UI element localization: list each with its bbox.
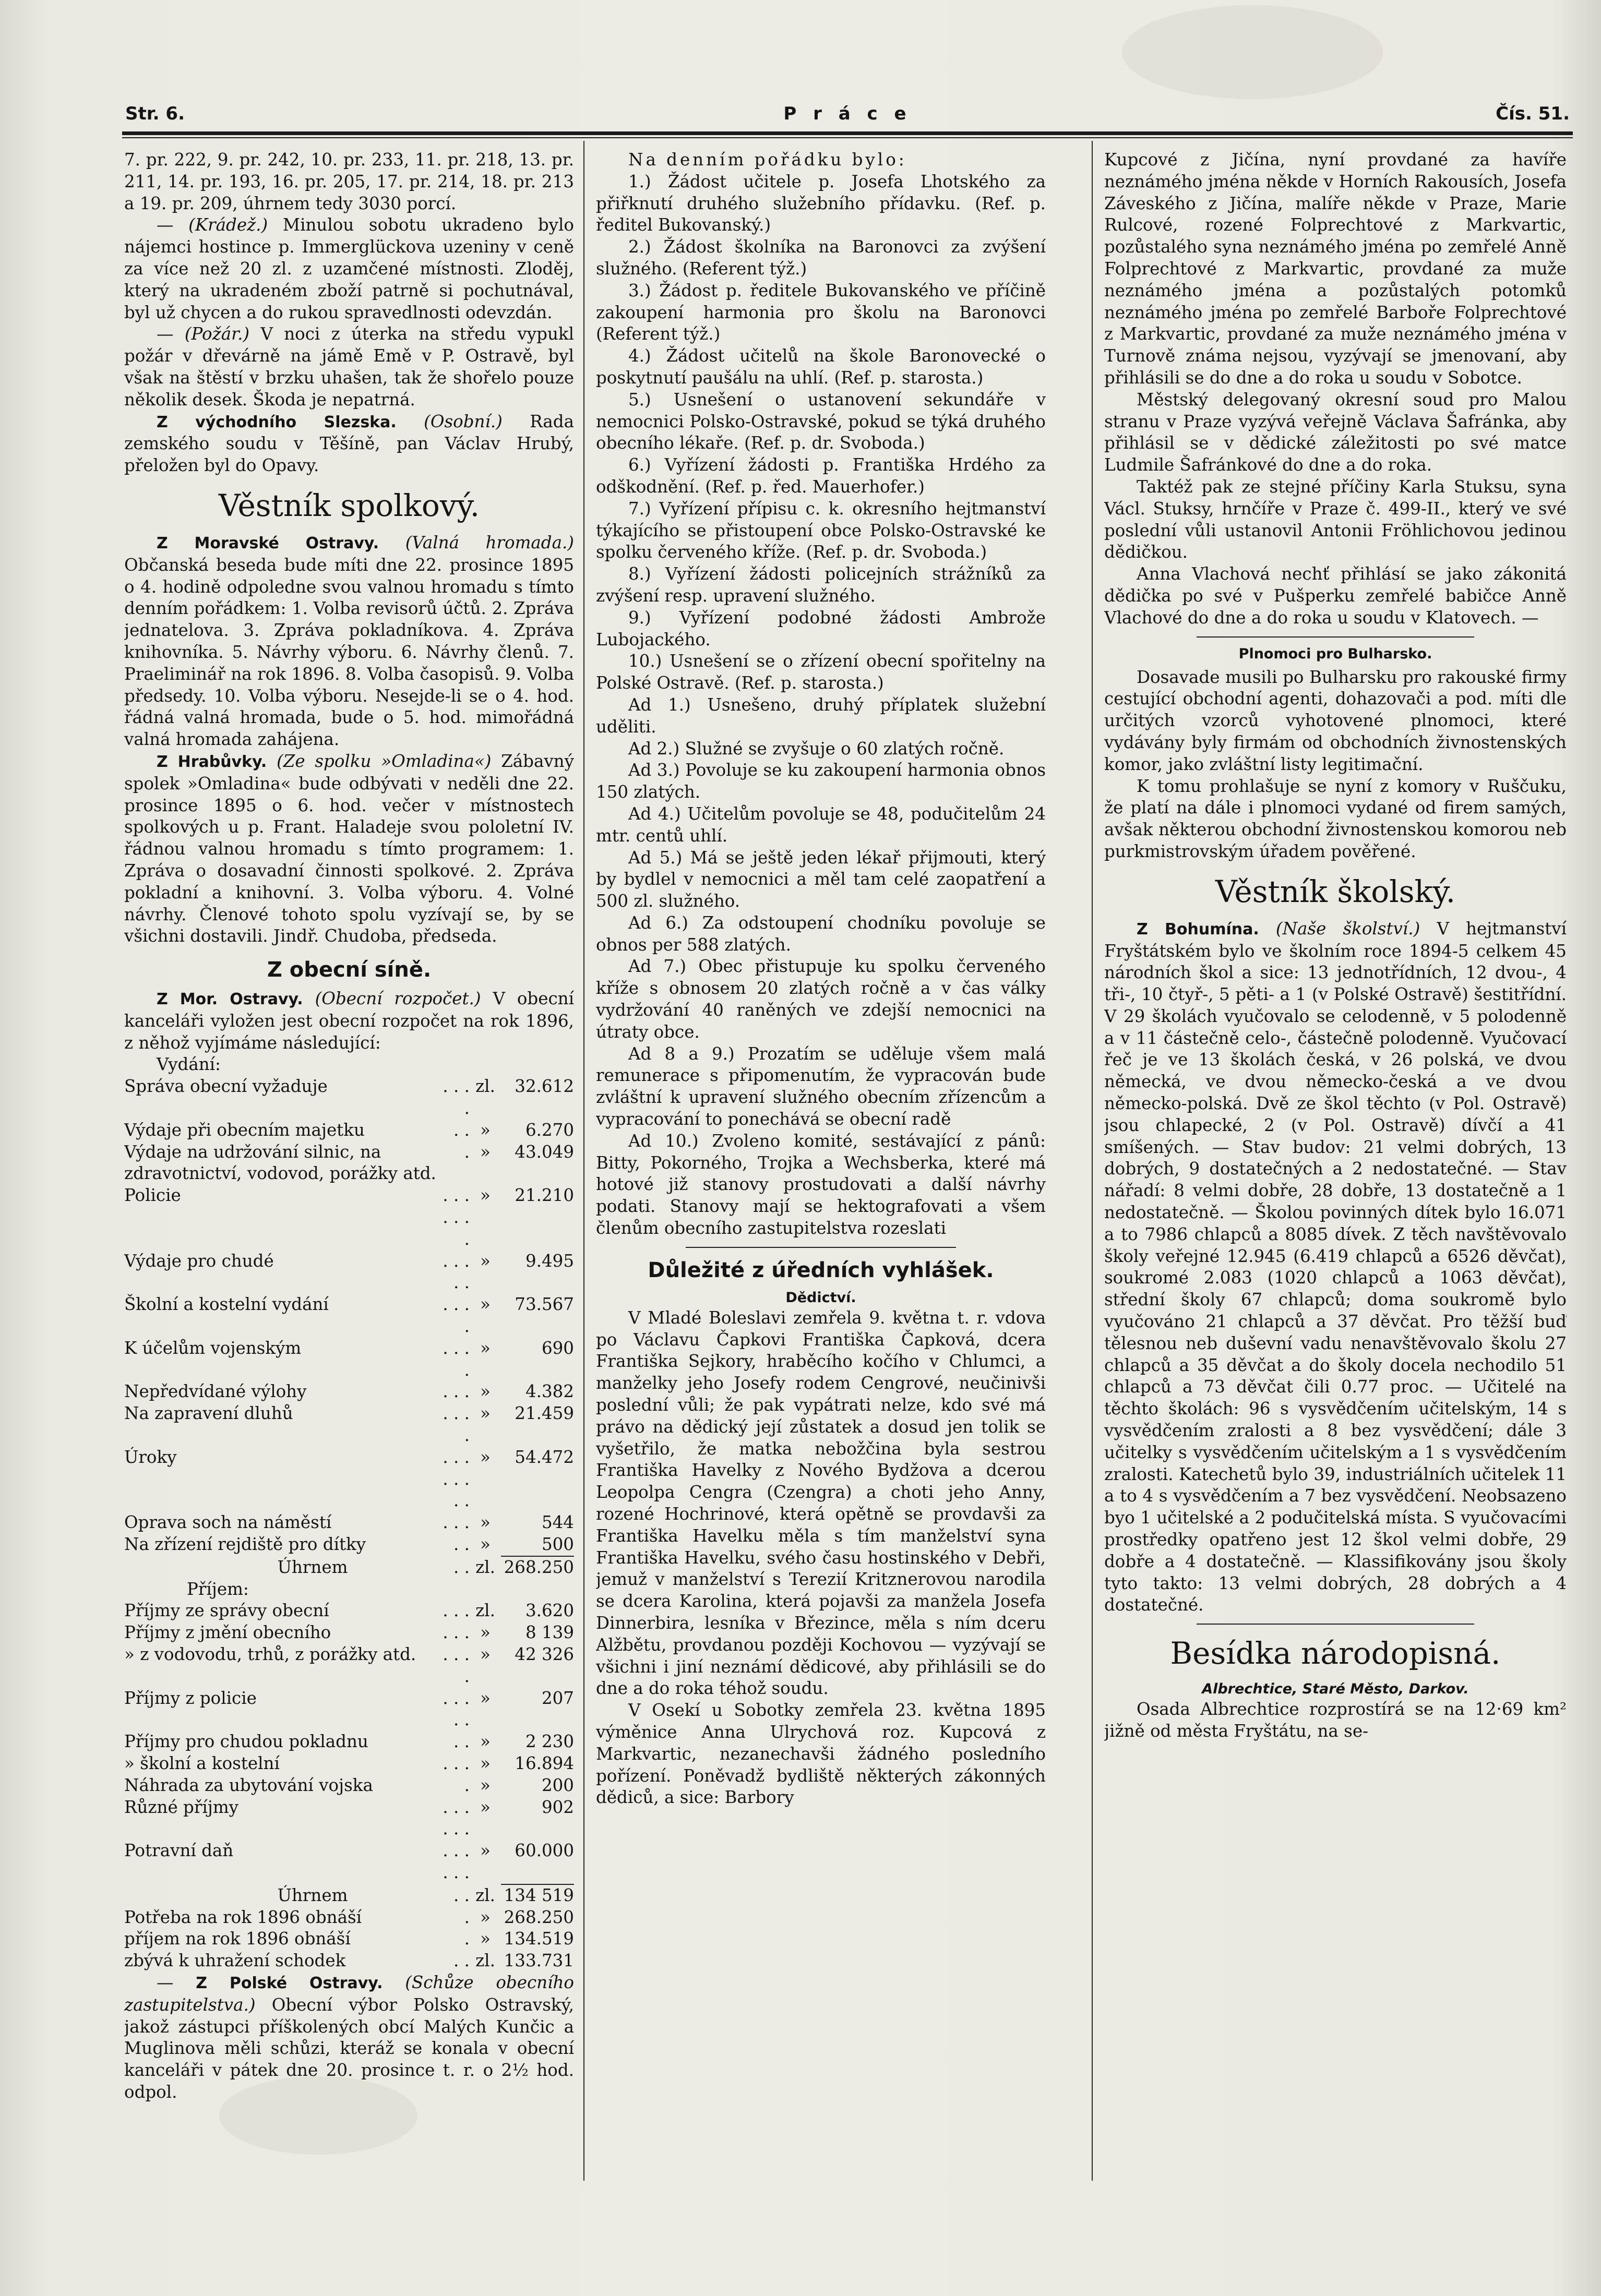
income-row — [124, 1600, 574, 1622]
expense-row — [124, 1381, 574, 1403]
item-value: 200 — [541, 1775, 574, 1795]
article-fire: — (Požár.) V noci z úterka na středu vypukl požár v dřevárně na jámě Emě v P. Ostravě, byl však na štěstí v brzku uhašen, tak že shořelo pouze několik desek. Škoda je nepatrná. — [124, 324, 574, 410]
dots: . . . . — [443, 1338, 470, 1380]
item-value: 8 139 — [525, 1622, 574, 1643]
article-text: Rada zemského soudu v Těšíně, pan Václav Hrubý, přeložen byl do Opavy. — [124, 411, 574, 476]
section-title-vyhlasky: Důležité z úředních vyhlášek. — [648, 1258, 994, 1282]
article-hrabuvka — [124, 751, 574, 947]
item-label: Náhrada za ubytování vojska — [124, 1775, 373, 1795]
page-number: Str. 6. — [125, 103, 185, 124]
inheritance-notice: V Osekí u Sobotky zemřela 23. května 1895 výměnice Anna Ulrychová roz. Kupcová z Markvartic, nezanechavši žádného posledního pořízení. Poněvadž bydliště některých zákonných dědiců, a sice: Barbory — [596, 1700, 1046, 1808]
dots: . . . . — [443, 1294, 470, 1337]
article-budget — [124, 988, 574, 1054]
dots: . — [464, 1907, 470, 1927]
budget-income — [124, 1600, 574, 1883]
currency: zl. — [475, 1076, 495, 1097]
dots: . . . . . . . . — [443, 1447, 470, 1511]
item-label: Výdaje na udržování silnic, na zdravotnictví, vodovod, porážky atd. — [124, 1141, 436, 1184]
total-value: 134 519 — [504, 1885, 574, 1905]
currency: » — [480, 1688, 491, 1708]
article-heading: Z Bohumína. — [1137, 920, 1259, 939]
dots: . . — [453, 1534, 470, 1555]
summary-row — [124, 1950, 574, 1972]
currency: zl. — [475, 1601, 495, 1621]
item-value: 16.894 — [515, 1753, 574, 1773]
article-tag: (Valná hromada.) — [405, 532, 574, 552]
item-value: 544 — [541, 1512, 574, 1533]
dots: . . . — [443, 1753, 470, 1773]
expense-row — [124, 1076, 574, 1120]
currency: » — [480, 1797, 491, 1817]
article-tag: (Schůze obecního zastupitelstva.) — [124, 1972, 574, 2015]
resolution-item: Ad 10.) Zvoleno komité, sestávající z pánů: Bitty, Pokorného, Trojka a Wechsberka, které má hotové již stanovy prostudovati a další návrhy podati. Stanovy mají se hektografovati a všem členům obecního zastupitelstva rozeslati — [596, 1131, 1046, 1239]
item-value: 60.000 — [515, 1841, 574, 1861]
article-text: Obecní výbor Polsko Ostravský, jakož zástupci příškolených obcí Malých Kunčic a Muglinova měli schůzi, kteráž se konala v obecní kanceláři v pátek dne 20. prosince t. r. o 2½ hod. odpol. — [124, 1994, 574, 2102]
item-value: 42 326 — [515, 1644, 574, 1664]
dots: . . . . — [443, 1644, 470, 1686]
subsection-title: Plnomoci pro Bulharsko. — [1238, 645, 1432, 662]
article-text: V noci z úterka na středu vypukl požár v dřevárně na jámě Emě v P. Ostravě, byl však na štěstí v brzku uhašen, tak že shořelo pouze několik desek. Škoda je nepatrná. — [124, 324, 574, 410]
section-title-obecni: Z obecní síně. — [267, 958, 432, 982]
column-1 — [124, 149, 574, 2184]
expense-row — [124, 1534, 574, 1556]
article-tag: (Ze spolku »Omladina«) — [277, 751, 492, 771]
article-heading: Z Hrabůvky. — [157, 752, 267, 771]
item-label: Na zřízení rejdiště pro dítky — [124, 1534, 366, 1555]
currency: » — [480, 1929, 491, 1949]
currency: » — [480, 1381, 491, 1402]
total-label: Úhrnem — [277, 1557, 348, 1577]
total-value: 268.250 — [504, 1557, 574, 1577]
dots: . . . . . . . — [443, 1185, 470, 1249]
subsection-title: Dědictví. — [785, 1289, 856, 1306]
resolution-item: Ad 1.) Usnešeno, druhý příplatek služební uděliti. — [596, 694, 1046, 737]
dots: . . — [453, 1732, 470, 1752]
column-3 — [1104, 149, 1567, 2184]
article-tag: (Požár.) — [184, 324, 250, 344]
item-label: Nepředvídané výlohy — [124, 1381, 307, 1402]
currency: » — [480, 1753, 491, 1773]
subsection-title: Albrechtice, Staré Město, Darkov. — [1202, 1681, 1469, 1698]
currency: » — [480, 1294, 491, 1315]
budget-total-row — [124, 1885, 574, 1907]
inheritance-notice: Anna Vlachová nechť přihlásí se jako zákonitá dědička po své v Pušperku zemřelé babičce Anně Vlachové do dne a do roka u soudu v Klatovech. — — [1104, 564, 1567, 628]
header-rule-thick — [122, 131, 1573, 135]
item-label: Příjmy pro chudou pokladnu — [124, 1732, 368, 1752]
continued-text: Kupcové z Jičína, nyní provdané za havíře neznámého jména někde v Horních Rakousích, Josefa Záveského z Jičína, malíře někde v Praze, Marie Rulcové, rozené Folprechtové z Markvartic, pozůstalého syna neznámého jména po zemřelé Anně Folprechtové z Markvartic, provdané za muže neznámého jména a pozůstalých potomků neznámého jména po zemřelé Barboře Folprechtové z Markvartic, provdané za muže neznámého jména v Turnově známa nejsou, vyzývají se jmenovaní, aby přihlásili se do dne a do roka u soudu v Sobotce. — [1104, 150, 1567, 388]
item-label: Potravní daň — [124, 1841, 234, 1861]
item-value: 207 — [541, 1688, 574, 1708]
income-row — [124, 1688, 574, 1732]
expense-row — [124, 1120, 574, 1141]
article-tag: (Osobní.) — [424, 411, 503, 431]
agenda-item: 10.) Usnešení se o zřízení obecní spořitelny na Polské Ostravě. (Ref. p. starosta.) — [596, 651, 1046, 693]
article-heading: Z Mor. Ostravy. — [157, 990, 303, 1009]
agenda-item: 2.) Žádost školníka na Baronovci za zvýšení služného. (Referent týž.) — [596, 237, 1046, 279]
item-value: 690 — [541, 1338, 574, 1358]
item-label: Příjmy ze správy obecní — [124, 1601, 329, 1621]
agenda-item: 7.) Vyřízení přípisu c. k. okresního hejtmanství týkajícího se přistoupení obce Polsko-Ostravské ke spolku červeného kříže. (Ref. p. dr. Svoboda.) — [596, 498, 1046, 562]
item-value: 21.210 — [515, 1185, 574, 1206]
article-text: Osada Albrechtice rozprostírá se na 12·69 km² jižně od města Fryštátu, na se- — [1104, 1699, 1567, 1741]
header-rule-thin — [122, 137, 1573, 138]
expense-row — [124, 1447, 574, 1512]
currency: » — [480, 1251, 491, 1271]
expense-row — [124, 1512, 574, 1534]
currency: » — [480, 1841, 491, 1861]
inheritance-notice: V Mladé Boleslavi zemřela 9. května t. r. vdova po Václavu Čapkovi Františka Čapková, dcera Františka Sejkory, hraběcího kočího v Chlumci, a manželky jeho Josefy rodem Cengrové, neučinivši poslední vůli; že pak vypátrati nelze, kdo své má právo na dědický její zůstatek a dosud jen tolik se vyšetřilo, že matka nebožčina byla sestrou Františka Havelky z Nového Bydžova a dcerou Leopolpa Cengra (Czengra) a choti jeho Anny, rozené Hochrinové, která opětně se provdavši za Františka Havelku měla s tím manželství syna Františka Havelku, svého času hostinského v Debři, jemuž v manželství s Terezií Kritznerovou narodila se dcera Karolina, která pojavši za manžela Josefa Dinnerbira, lesníka v Březince, měla s ním dceru Alžbětu, provdanou později Kochovou — vyzývají se všichni i jiní neznámí dědicové, aby přihlásili se do dne a do roka téhož soudu. — [596, 1307, 1046, 1699]
income-row — [124, 1840, 574, 1884]
article-heading: Z Polské Ostravy. — [196, 1974, 383, 1992]
currency: » — [480, 1644, 491, 1664]
currency: » — [480, 1512, 491, 1533]
budget-expenses — [124, 1076, 574, 1556]
agenda-item: 1.) Žádost učitele p. Josefa Lhotského za přiřknutí druhého služebního přídavku. (Ref. p. ředitel Bukovanský.) — [596, 171, 1046, 235]
agenda-items — [596, 171, 1046, 694]
total-label: Úhrnem — [277, 1885, 348, 1905]
currency: » — [480, 1732, 491, 1752]
agenda-item: 4.) Žádost učitelů na škole Baronovecké o poskytnutí paušálu na uhlí. (Ref. p. starosta.) — [596, 346, 1046, 388]
dots: . — [464, 1929, 470, 1949]
expense-row — [124, 1251, 574, 1294]
agenda-title: Na denním pořádku bylo: — [628, 150, 907, 170]
article-tag: (Krádež.) — [188, 215, 268, 235]
item-label: Potřeba na rok 1896 obnáší — [124, 1907, 362, 1927]
item-value: 73.567 — [515, 1294, 574, 1315]
expense-row — [124, 1185, 574, 1250]
currency: » — [480, 1534, 491, 1555]
income-row — [124, 1731, 574, 1753]
page-header — [125, 103, 1570, 126]
agenda-item: 9.) Vyřízení podobné žádosti Ambrože Lubojackého. — [596, 607, 1046, 650]
income-row — [124, 1622, 574, 1644]
expense-row — [124, 1338, 574, 1381]
article-tag: (Obecní rozpočet.) — [315, 989, 481, 1009]
article-text: V obecní kanceláři vyložen jest obecní rozpočet na rok 1896, z něhož vyjímáme následující: — [124, 989, 574, 1053]
article-text: K tomu prohlašuje se nyní z komory v Ruščuku, že platí na dále i plnomoci vydané od firem samých, avšak některou obchodní živnostenskou komorou neb purkmistrovským úřadem pověřené. — [1104, 776, 1567, 861]
resolution-item: Ad 5.) Má se ještě jeden lékař přijmouti, který by bydlel v nemocnici a měl tam celé zaopatření a 500 zl. služného. — [596, 847, 1046, 911]
expense-row — [124, 1141, 574, 1185]
resolution-item: Ad 8 a 9.) Prozatím se uděluje všem malá remunerace s připomenutím, že vypracován bude zvláštní k upravení služného obecním zřízencům a vypracování to ponechává se obecní radě — [596, 1043, 1046, 1129]
dots: . . . . . . — [443, 1797, 470, 1839]
item-label: Správa obecní vyžaduje — [124, 1076, 328, 1097]
dots: . . — [453, 1885, 470, 1905]
budget-summary — [124, 1907, 574, 1972]
item-label: Školní a kostelní vydání — [124, 1294, 329, 1315]
article-silesia — [124, 411, 574, 477]
item-value: 6.270 — [525, 1120, 574, 1140]
income-row — [124, 1644, 574, 1688]
agenda-resolutions — [596, 694, 1046, 1240]
dots: . . . . . — [443, 1251, 470, 1293]
article-text: V hejtmanství Fryštátském bylo ve školním roce 1894-5 celkem 45 národních škol a sice: 13 jednotřídních, 12 dvou-, 4 tři-, 10 čtyř-, 5 pěti- a 1 (v Polské Ostravě) šestitřídní. V 29 školách vyučovalo se celodenně, v 5 polodenně a v 11 částečně celo-, částečně polodenně. Vyučovací řeč je ve 13 školách česká, v 26 polská, ve dvou německá, ve dvou německo-česká a ve dvou německo-polská. Dvě ze škol těchto (v Pol. Ostravě) jsou chlapecké, 2 (v Pol. Ostravě) dívčí a 41 smíšených. — Stav budov: 21 velmi dobrých, 13 dobrých, 9 dostatečných a 2 nedostatečné. — Stav nářadí: 8 velmi dobře, 28 dobře, 13 dostatečně a 1 nedostatečně. — Školou povinných dítek bylo 16.071 a to 7986 chlapců a 8085 dívek. Z těch navštěvovalo školy veřejné 12.945 (6.419 chlapců a 6526 děvčat), soukromé 2.083 (1020 chlapců a 1063 děvčat), střední školy 67 chlapců; doma soukromě bylo vyučováno 21 chlapců a 37 děvčat. Pro těžší buď tělesnou neb duševní vadu nenavštěvovalo školu 27 chlapců a 35 děvčat a do školy docela nechodilo 51 chlapců a 73 děvčat čili 0.77 proc. — Učitelé na těchto školách: 96 s vysvědčením učitelským, 14 s vysvědčením zralosti a 8 bez vysvědčení; dále 3 učitelky s vysvědčením učitelským a 1 s vysvědčením zralosti. Katechetů bylo 39, industriálních učitelek 11 a to 4 s vysvědčením a 7 bez vysvědčení. Neobsazeno byo 1 učitelské a 2 podučitelská místa. S vyučovacími prostředky opatřeno jest 12 škol velmi dobře, 29 dobře a 4 dostatečně. — Klassifikovány jsou školy tyto takto: 13 velmi dobrých, 28 dobrých a 4 dostatečné. — [1104, 918, 1567, 1615]
article-text: Dosavade musili po Bulharsku pro rakouské firmy cestující obchodní agenti, dohazovači a pod. míti dle určitých vzorců vyhotovené plnomoci, které vydávány byly firmám od obchodních živnostenských komor, jako zvláštní listy legitimační. — [1104, 667, 1567, 774]
expense-row — [124, 1294, 574, 1338]
dots: . . . — [443, 1622, 470, 1643]
dots: . . . . — [443, 1076, 470, 1119]
item-value: 134.519 — [504, 1929, 574, 1949]
agenda-item: 6.) Vyřízení žádosti p. Františka Hrdého za odškodnění. (Ref. p. řed. Mauerhofer.) — [596, 455, 1046, 497]
article-moravska — [124, 532, 574, 751]
dots: . . — [453, 1557, 470, 1577]
article-text: Občanská beseda bude míti dne 22. prosince 1895 o 4. hodině odpoledne svou valnou hromadu s tímto denním pořádkem: 1. Volba revisorů účtů. 2. Zpráva jednatelova. 3. Zpráva pokladníkova. 4. Zpráva knihovníka. 5. Návrhy výboru. 6. Návrhy členů. 7. Praeliminář na rok 1896. 8. Volba časopisů. 9. Volba předsedy. 10. Volba výboru. Nesejde-li se o 4. hod. řádná valná hromada, bude o 5. hod. mimořádná valná hromada zahájena. — [124, 555, 574, 750]
agenda-item: 8.) Vyřízení žádosti policejních strážníků za zvýšení resp. upravení služného. — [596, 564, 1046, 606]
article-text: Zábavný spolek »Omladina« bude odbývati v neděli dne 22. prosince 1895 o 6. hod. večer v místnostech spolkových u p. Frant. Haladeje svou pololetní IV. řádnou valnou hromadu s tímto programem: 1. Zpráva o dosavadní činnosti spolkové. 2. Zpráva pokladní a knihovní. 3. Volba výboru. 4. Volné návrhy. Členové tohoto spolu vyzívají se, by se všichni dostavili. Jindř. Chudoba, předseda. — [124, 751, 574, 946]
article-polska: — Z Polské Ostravy. (Schůze obecního zastupitelstva.) Obecní výbor Polsko Ostravský, jakož zástupci příškolených obcí Malých Kunčic a Muglinova měli schůzi, kteráž se konala v obecní kanceláři v pátek dne 20. prosince t. r. o 2½ hod. odpol. — [124, 1972, 574, 2102]
item-label: Oprava soch na náměstí — [124, 1512, 332, 1533]
summary-row — [124, 1907, 574, 1929]
dots: . . . — [443, 1381, 470, 1402]
item-value: 2 230 — [525, 1732, 574, 1752]
article-bohumin — [1104, 918, 1567, 1617]
resolution-item: Ad 7.) Obec přistupuje ku spolku červeného kříže s obnosem 20 zlatých ročně a v čas války vydržování 40 raněných ve zdejší nemocnici na útraty obce. — [596, 956, 1046, 1042]
item-value: 54.472 — [515, 1447, 574, 1467]
item-label: Výdaje při obecním majetku — [124, 1120, 365, 1140]
section-title-skolsky: Věstník školský. — [1215, 873, 1456, 909]
section-title-besidka: Besídka národopisná. — [1170, 1636, 1501, 1672]
agenda-item: 3.) Žádost p. ředitele Bukovanského ve příčině zakoupení harmonia pro školu na Baronovci (Referent týž.) — [596, 280, 1046, 344]
dots: . . . — [443, 1512, 470, 1533]
inheritance-notice: Taktéž pak ze stejné příčiny Karla Stuksu, syna Václ. Stuksy, hrnčíře v Praze č. 499-II., který ve své poslední vůli ustanovil Antonii Fröhlichovou jedinou dědičkou. — [1104, 476, 1567, 562]
currency: » — [480, 1447, 491, 1467]
currency: » — [480, 1907, 491, 1927]
section-divider — [1197, 1624, 1474, 1625]
income-row — [124, 1797, 574, 1841]
dots: . . . . — [443, 1403, 470, 1446]
item-label: Výdaje pro chudé — [124, 1251, 274, 1271]
item-value: 32.612 — [515, 1076, 574, 1097]
budget-income-title: Příjem: — [187, 1579, 249, 1599]
income-row — [124, 1775, 574, 1797]
currency: zl. — [475, 1557, 495, 1577]
currency: zl. — [475, 1885, 495, 1905]
item-value: 9.495 — [525, 1251, 574, 1271]
item-value: 21.459 — [515, 1403, 574, 1424]
section-divider — [686, 1247, 955, 1248]
currency: » — [480, 1338, 491, 1358]
column-2 — [596, 149, 1046, 2184]
item-label: příjem na rok 1896 obnáší — [124, 1929, 351, 1949]
item-value: 133.731 — [504, 1951, 574, 1971]
section-divider — [1197, 636, 1474, 638]
article-tag: (Naše školství.) — [1275, 918, 1420, 939]
agenda-item: 5.) Usnešení o ustanovení sekundáře v nemocnici Polsko-Ostravské, pokud se týká druhého obecního lékaře. (Ref. p. dr. Svoboda.) — [596, 389, 1046, 453]
inheritance-notice: Městský delegovaný okresní soud pro Malou stranu v Praze vyzývá veřejně Václava Šafránka, aby přihlásil se v dědické záležitosti po své matce Ludmile Šafránkové do dne a do roka. — [1104, 389, 1567, 475]
currency: » — [480, 1775, 491, 1795]
dots: . . . — [443, 1601, 470, 1621]
dots: . . . . . . — [443, 1841, 470, 1882]
dots: . — [464, 1775, 470, 1795]
section-title-spolkovy: Věstník spolkový. — [218, 487, 480, 523]
item-label: » z vodovodu, trhů, z porážky atd. — [124, 1644, 416, 1664]
article-heading: Z východního Slezska. — [157, 413, 397, 431]
article-heading: Z Moravské Ostravy. — [157, 534, 379, 552]
summary-row — [124, 1928, 574, 1950]
item-label: zbývá k uhražení schodek — [124, 1951, 346, 1971]
item-label: Na zapravení dluhů — [124, 1403, 293, 1424]
item-label: Úroky — [124, 1447, 177, 1467]
resolution-item: Ad 6.) Za odstoupení chodníku povoluje se obnos per 588 zlatých. — [596, 912, 1046, 955]
dots: . . . . . — [443, 1688, 470, 1730]
budget-expenses-title: Vydání: — [157, 1054, 221, 1075]
currency: » — [480, 1622, 491, 1643]
currency: » — [480, 1120, 491, 1140]
item-label: Policie — [124, 1185, 181, 1206]
dots: . . — [453, 1120, 470, 1140]
budget-total-row — [124, 1557, 574, 1579]
column-divider — [583, 141, 584, 2181]
resolution-item: Ad 4.) Učitelům povoluje se 48, podučitelům 24 mtr. centů uhlí. — [596, 803, 1046, 846]
item-label: Různé příjmy — [124, 1797, 239, 1817]
dots: . . — [453, 1951, 470, 1971]
item-value: 268.250 — [504, 1907, 574, 1927]
item-value: 43.049 — [515, 1141, 574, 1162]
currency: » — [480, 1141, 491, 1162]
item-label: Příjmy z policie — [124, 1688, 257, 1708]
resolution-item: Ad 2.) Služné se zvyšuje o 60 zlatých ročně. — [628, 738, 1005, 759]
paper-stain — [1122, 5, 1383, 99]
expense-row — [124, 1403, 574, 1447]
currency: zl. — [475, 1951, 495, 1971]
article-theft: — (Krádež.) Minulou sobotu ukradeno bylo nájemci hostince p. Immerglückova uzeniny v ceně za více než 20 zl. z uzamčené místnosti. Zloděj, který na ukradeném zboží patrně si pochutnával, byl už chycen a do rukou spravedlnosti odevzdán. — [124, 215, 574, 322]
resolution-item: Ad 3.) Povoluje se ku zakoupení harmonia obnos 150 zlatých. — [596, 760, 1046, 802]
newspaper-title: P r á c e — [783, 103, 912, 124]
currency: » — [480, 1185, 491, 1206]
income-row — [124, 1753, 574, 1775]
item-value: 4.382 — [525, 1381, 574, 1402]
article-text: Minulou sobotu ukradeno bylo nájemci hostince p. Immerglückova uzeniny v ceně za více než 20 zl. z uzamčené místnosti. Zloděj, který na ukradeném zboží patrně si pochutnával, byl už chycen a do rukou spravedlnosti odevzdán. — [124, 215, 574, 322]
column-divider — [1092, 141, 1093, 2181]
item-label: » školní a kostelní — [124, 1753, 280, 1773]
item-value: 902 — [541, 1797, 574, 1817]
dots: . — [464, 1141, 470, 1162]
continued-text: 7. pr. 222, 9. pr. 242, 10. pr. 233, 11. pr. 218, 13. pr. 211, 14. pr. 193, 16. pr. 205, 17. pr. 214, 18. pr. 213 a 19. pr. 209, úhrnem tedy 3030 porcí. — [124, 150, 574, 213]
issue-number: Čís. 51. — [1496, 103, 1570, 124]
currency: » — [480, 1403, 491, 1424]
item-value: 3.620 — [525, 1601, 574, 1621]
item-value: 500 — [541, 1534, 574, 1555]
item-label: Příjmy z jmění obecního — [124, 1622, 331, 1643]
item-label: K účelům vojenským — [124, 1338, 302, 1358]
